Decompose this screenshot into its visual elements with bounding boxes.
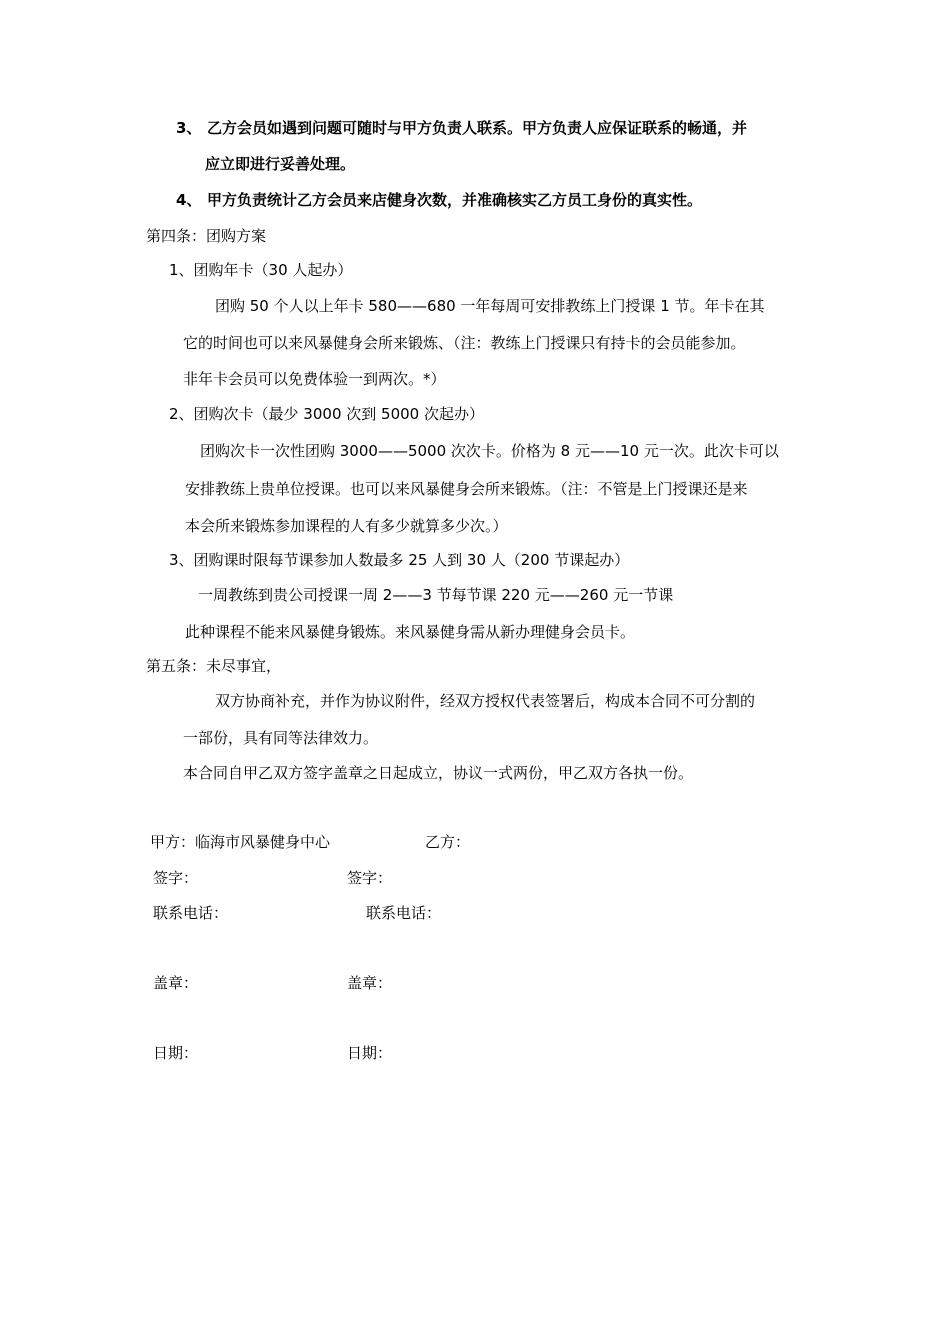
party-b-phone-label: 联系电话： bbox=[366, 904, 442, 922]
plan-1-line2: 它的时间也可以来风暴健身会所来锻炼、（注：教练上门授课只有持卡的会员能参加。 bbox=[183, 334, 746, 352]
article-4-heading: 第四条：团购方案 bbox=[146, 227, 267, 245]
party-b-seal-label: 盖章： bbox=[347, 974, 393, 992]
party-a-signature-label: 签字： bbox=[153, 869, 199, 887]
article-5-heading: 第五条：未尽事宜， bbox=[146, 657, 282, 675]
plan-2-title: 2、团购次卡（最少 3000 次到 5000 次起办） bbox=[169, 405, 484, 423]
plan-3-title: 3、团购课时限每节课参加人数最多 25 人到 30 人（200 节课起办） bbox=[169, 551, 630, 569]
article-5-line2: 一部份，具有同等法律效力。 bbox=[183, 729, 379, 747]
item-3-number: 3、 bbox=[176, 119, 202, 137]
plan-2-line2: 安排教练上贵单位授课。也可以来风暴健身会所来锻炼。（注：不管是上门授课还是来 bbox=[185, 480, 748, 498]
item-3-text-line2: 应立即进行妥善处理。 bbox=[205, 155, 356, 173]
plan-1-title: 1、团购年卡（30 人起办） bbox=[169, 261, 353, 279]
plan-3-line2: 此种课程不能来风暴健身锻炼。来风暴健身需从新办理健身会员卡。 bbox=[185, 623, 636, 641]
party-b-label: 乙方： bbox=[425, 833, 471, 851]
party-b-signature-label: 签字： bbox=[347, 869, 393, 887]
plan-2-line1: 团购次卡一次性团购 3000——5000 次次卡。价格为 8 元——10 元一次。此次卡可以 bbox=[200, 442, 779, 460]
plan-2-line3: 本会所来锻炼参加课程的人有多少就算多少次。） bbox=[185, 517, 508, 535]
party-a-date-label: 日期： bbox=[153, 1044, 199, 1062]
item-3-text-line1: 乙方会员如遇到问题可随时与甲方负责人联系。甲方负责人应保证联系的畅通，并 bbox=[207, 119, 748, 137]
item-4-text: 甲方负责统计乙方会员来店健身次数，并准确核实乙方员工身份的真实性。 bbox=[207, 191, 703, 209]
party-a-seal-label: 盖章： bbox=[153, 974, 199, 992]
plan-1-line3: 非年卡会员可以免费体验一到两次。*） bbox=[183, 370, 446, 388]
party-b-date-label: 日期： bbox=[347, 1044, 393, 1062]
party-a-label: 甲方：临海市风暴健身中心 bbox=[150, 833, 331, 851]
plan-3-line1: 一周教练到贵公司授课一周 2——3 节每节课 220 元——260 元一节课 bbox=[198, 586, 674, 604]
article-5-line3: 本合同自甲乙双方签字盖章之日起成立，协议一式两份，甲乙双方各执一份。 bbox=[183, 764, 694, 782]
item-4-number: 4、 bbox=[176, 191, 202, 209]
plan-1-line1: 团购 50 个人以上年卡 580——680 一年每周可安排教练上门授课 1 节。年卡在其 bbox=[215, 297, 765, 315]
party-a-phone-label: 联系电话： bbox=[153, 904, 229, 922]
article-5-line1: 双方协商补充，并作为协议附件，经双方授权代表签署后，构成本合同不可分割的 bbox=[215, 692, 756, 710]
